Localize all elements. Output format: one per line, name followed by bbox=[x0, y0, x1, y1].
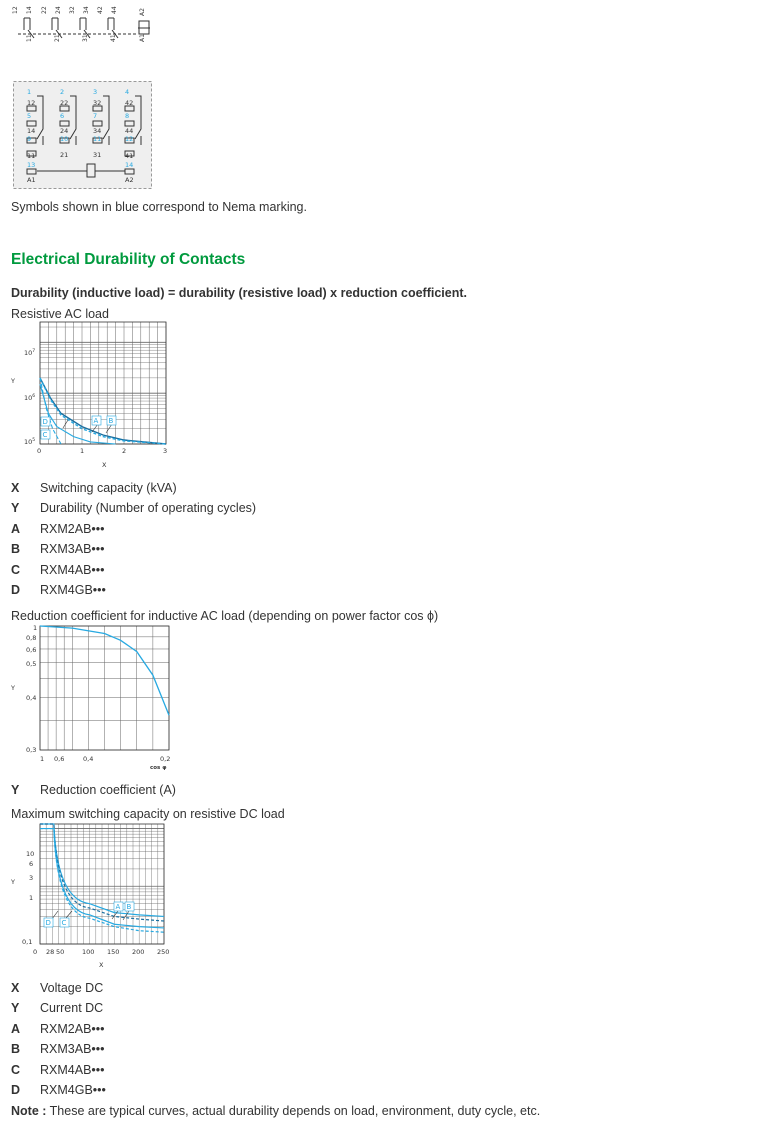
legend-key: C bbox=[11, 562, 21, 577]
contact-label: 11 bbox=[26, 34, 33, 42]
schematic-label: 34 bbox=[93, 127, 102, 135]
legend-text: Durability (Number of operating cycles) bbox=[40, 501, 257, 516]
chart1-ytick: $10^7$ bbox=[24, 349, 36, 357]
schematic-label: 8 bbox=[125, 112, 130, 120]
legend-text: RXM3AB••• bbox=[40, 542, 105, 557]
chart1-ytick: $10^5$ bbox=[24, 438, 36, 446]
legend-row bbox=[11, 1019, 106, 1039]
chart3-xtick: 250 bbox=[157, 948, 170, 956]
chart2-ytick: 0,8 bbox=[26, 634, 37, 642]
chart1-ytick: $10^6$ bbox=[24, 394, 36, 402]
contact-label: 21 bbox=[54, 34, 61, 42]
chart3-ytick: 1 bbox=[29, 894, 34, 902]
schematic-label: 41 bbox=[125, 152, 134, 160]
schematic-label: 42 bbox=[125, 99, 134, 107]
legend-key: C bbox=[11, 1062, 21, 1077]
schematic-label: 12 bbox=[27, 99, 36, 107]
footnote-text: These are typical curves, actual durability depends on load, environment, duty cycle, etc. bbox=[46, 1104, 541, 1118]
chart3-dc-switching-capacity bbox=[8, 820, 178, 972]
schematic-label: 11 bbox=[93, 135, 102, 143]
contact-label: 41 bbox=[110, 34, 117, 42]
chart1-ylabel: Y bbox=[11, 377, 15, 385]
legend-row bbox=[11, 539, 256, 559]
legend-row bbox=[11, 560, 256, 580]
chart3-pointer bbox=[123, 911, 129, 920]
chart3-caption: Maximum switching capacity on resistive DC load bbox=[11, 807, 285, 821]
legend-text: Voltage DC bbox=[40, 981, 104, 995]
chart2-ylabel: Y bbox=[11, 684, 15, 692]
contact-label: 31 bbox=[82, 34, 89, 42]
schematic-label: 24 bbox=[60, 127, 69, 135]
chart1-annotation: A bbox=[93, 417, 99, 425]
legend-text: RXM2AB••• bbox=[40, 1021, 105, 1036]
legend-key: X bbox=[11, 481, 20, 495]
chart2-xtick: 0,6 bbox=[54, 755, 65, 763]
chart3-xtick: 50 bbox=[56, 948, 65, 956]
schematic-label: 1 bbox=[27, 88, 32, 96]
chart2-caption: Reduction coefficient for inductive AC load (depending on power factor cos ϕ) bbox=[11, 609, 439, 623]
chart3-xtick: 0 bbox=[33, 948, 38, 956]
schematic-label: 6 bbox=[60, 112, 65, 120]
chart3-xtick: 150 bbox=[107, 948, 120, 956]
contact-label: A2 bbox=[139, 8, 146, 16]
schematic-label: 10 bbox=[60, 135, 69, 143]
legend-key: A bbox=[11, 1021, 21, 1036]
chart2-ytick: 0,4 bbox=[26, 694, 37, 702]
legend-text: Current DC bbox=[40, 1001, 104, 1016]
relay-schematic bbox=[13, 81, 152, 189]
chart3-legend bbox=[11, 978, 106, 1100]
schematic-label: 14 bbox=[125, 161, 134, 169]
chart1-xtick: 2 bbox=[122, 447, 127, 455]
schematic-label: 5 bbox=[27, 112, 32, 120]
chart2-ytick: 0,6 bbox=[26, 646, 37, 654]
chart1-annotation: C bbox=[42, 431, 48, 439]
chart3-xtick: 200 bbox=[132, 948, 145, 956]
legend-row bbox=[11, 978, 106, 998]
chart1-xtick: 3 bbox=[163, 447, 168, 455]
schematic-label: 31 bbox=[93, 151, 102, 159]
schematic-label: 44 bbox=[125, 127, 134, 135]
schematic-label: 22 bbox=[60, 99, 69, 107]
chart2-legend bbox=[11, 780, 176, 800]
chart3-xlabel: X bbox=[99, 961, 104, 969]
contact-label: A1 bbox=[139, 34, 146, 42]
legend-text: RXM4AB••• bbox=[40, 562, 105, 577]
schematic-label: 14 bbox=[27, 127, 36, 135]
legend-key: B bbox=[11, 542, 21, 557]
schematic-label: 4 bbox=[125, 88, 130, 96]
chart2-grid bbox=[40, 626, 169, 750]
chart2-xtick: 1 bbox=[40, 755, 45, 763]
legend-text: RXM2AB••• bbox=[40, 521, 105, 536]
legend-row bbox=[11, 1060, 106, 1080]
schematic-label: A1 bbox=[27, 176, 36, 184]
legend-row bbox=[11, 998, 106, 1018]
contact-label: 32 bbox=[69, 6, 76, 14]
legend-key: Y bbox=[11, 783, 20, 797]
contact-label: 42 bbox=[97, 6, 104, 14]
chart1-pointer bbox=[63, 420, 68, 428]
chart3-xtick: 28 bbox=[46, 948, 55, 956]
legend-key: D bbox=[11, 582, 21, 597]
chart2-ytick: 0,5 bbox=[26, 660, 37, 668]
chart1-series-a bbox=[40, 378, 166, 444]
chart1-caption: Resistive AC load bbox=[11, 307, 109, 321]
contact-label: 14 bbox=[26, 6, 33, 14]
chart1-xlabel: X bbox=[102, 461, 107, 469]
section-title: Electrical Durability of Contacts bbox=[11, 251, 246, 268]
durability-formula: Durability (inductive load) = durability (resistive load) x reduction coefficient. bbox=[11, 286, 467, 300]
chart3-ytick: 0,1 bbox=[22, 938, 33, 946]
legend-text: RXM4AB••• bbox=[40, 1062, 105, 1077]
contact-symbols-strip bbox=[8, 4, 158, 46]
footnote-label: Note : bbox=[11, 1104, 47, 1118]
chart3-annotation: B bbox=[126, 903, 132, 911]
chart1-frame bbox=[40, 322, 166, 444]
schematic-label: 13 bbox=[27, 161, 36, 169]
legend-row bbox=[11, 580, 256, 600]
legend-text: Switching capacity (kVA) bbox=[40, 481, 177, 495]
legend-key: X bbox=[11, 981, 20, 995]
chart1-xtick: 0 bbox=[37, 447, 42, 455]
legend-key: Y bbox=[11, 1001, 20, 1016]
contact-label: 24 bbox=[55, 6, 62, 14]
chart1-annotation: B bbox=[108, 417, 114, 425]
chart2-reduction-coefficient bbox=[8, 622, 176, 774]
schematic-label: 2 bbox=[60, 88, 65, 96]
chart1-grid bbox=[40, 322, 166, 444]
legend-text: Reduction coefficient (A) bbox=[40, 783, 176, 797]
chart3-grid bbox=[40, 824, 164, 944]
legend-row bbox=[11, 780, 176, 800]
schematic-label: 9 bbox=[27, 135, 32, 143]
chart3-ytick: 10 bbox=[26, 850, 35, 858]
chart3-annotation: D bbox=[45, 919, 51, 927]
legend-text: RXM3AB••• bbox=[40, 1042, 105, 1057]
chart2-xtick: 0,4 bbox=[83, 755, 94, 763]
nema-note: Symbols shown in blue correspond to Nema marking. bbox=[11, 200, 307, 214]
legend-row bbox=[11, 519, 256, 539]
schematic-label: 21 bbox=[60, 151, 69, 159]
chart2-ytick: 0,3 bbox=[26, 746, 37, 754]
chart1-durability-ac bbox=[8, 320, 176, 470]
chart3-xtick: 100 bbox=[82, 948, 95, 956]
schematic-label: 11 bbox=[27, 152, 36, 160]
contact-label: 22 bbox=[41, 6, 48, 14]
chart1-series bbox=[40, 378, 166, 444]
chart3-annotation: C bbox=[61, 919, 67, 927]
legend-row bbox=[11, 1039, 106, 1059]
chart3-ytick: 6 bbox=[29, 860, 34, 868]
schematic-label: 12 bbox=[125, 135, 134, 143]
chart2-ytick: 1 bbox=[33, 624, 38, 632]
legend-key: D bbox=[11, 1082, 21, 1097]
chart1-legend bbox=[11, 478, 256, 600]
chart3-annotation: A bbox=[115, 903, 121, 911]
schematic-label: 7 bbox=[93, 112, 98, 120]
schematic-label: A2 bbox=[125, 176, 134, 184]
legend-row bbox=[11, 498, 256, 518]
schematic-label: 32 bbox=[93, 99, 102, 107]
chart1-annotation: D bbox=[42, 418, 48, 426]
contact-label: 44 bbox=[111, 6, 118, 14]
schematic-label: 3 bbox=[93, 88, 98, 96]
legend-text: RXM4GB••• bbox=[40, 582, 106, 597]
chart3-ylabel: Y bbox=[11, 878, 15, 886]
contact-label: 12 bbox=[12, 6, 19, 14]
contact-label: 34 bbox=[83, 6, 90, 14]
footnote bbox=[11, 1104, 540, 1118]
legend-key: A bbox=[11, 521, 21, 536]
legend-key: B bbox=[11, 1042, 21, 1057]
legend-key: Y bbox=[11, 501, 20, 516]
chart1-xtick: 1 bbox=[80, 447, 85, 455]
legend-row bbox=[11, 478, 256, 498]
legend-row bbox=[11, 1080, 106, 1100]
legend-text: RXM4GB••• bbox=[40, 1082, 106, 1097]
chart2-xlabel: cos φ bbox=[150, 765, 167, 771]
chart2-xtick: 0,2 bbox=[160, 755, 171, 763]
chart3-ytick: 3 bbox=[29, 874, 34, 882]
